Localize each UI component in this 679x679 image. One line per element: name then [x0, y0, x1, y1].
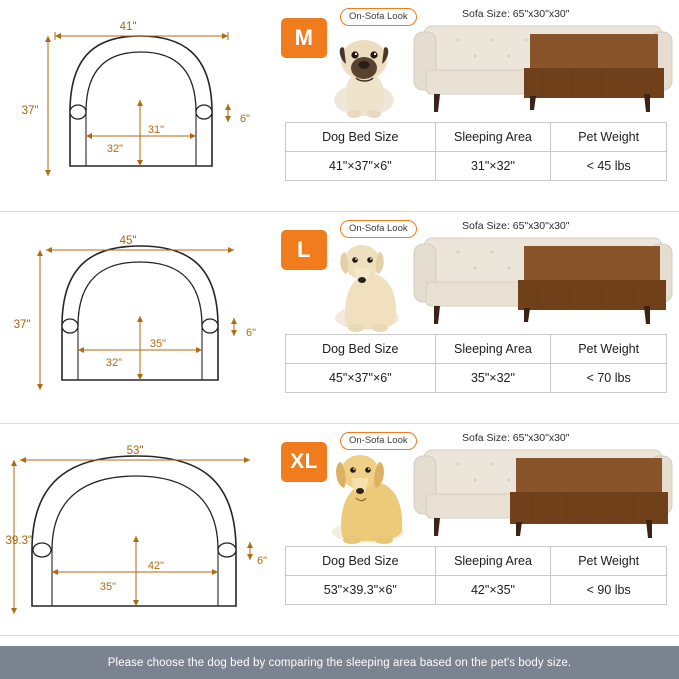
dim-top-width-m: 41" — [119, 21, 137, 33]
table-row — [286, 576, 667, 605]
bed-diagram-l — [0, 212, 272, 424]
table-header-row — [286, 335, 667, 364]
table-row — [286, 152, 667, 181]
size-row-xl — [0, 424, 679, 636]
dim-thickness-m: 6" — [239, 113, 251, 125]
value-bed-size: 41"×37"×6" — [286, 152, 436, 181]
dim-height-xl: 39.3" — [5, 535, 32, 547]
header-bed-size: Dog Bed Size — [286, 123, 436, 152]
dog-photo-golden-retriever — [312, 446, 422, 544]
dim-thickness-xl: 6" — [256, 555, 268, 567]
value-pet-weight: < 70 lbs — [551, 364, 667, 393]
row-right-l — [272, 212, 679, 424]
spec-table-xl — [285, 546, 667, 605]
table-row — [286, 364, 667, 393]
sofa-size-label-xl: Sofa Size: 65"x30"x30" — [462, 432, 570, 444]
dim-thickness-l: 6" — [245, 327, 257, 339]
size-row-m — [0, 0, 679, 212]
on-sofa-look-badge-l: On-Sofa Look — [340, 220, 417, 238]
value-sleeping-area: 35"×32" — [435, 364, 551, 393]
dim-top-width-l: 45" — [119, 235, 137, 247]
header-sleeping-area: Sleeping Area — [435, 335, 551, 364]
spec-table-m — [285, 122, 667, 181]
size-badge-m: M — [281, 18, 327, 58]
dim-inner-width-xl: 42" — [147, 560, 165, 572]
on-sofa-look-badge-m: On-Sofa Look — [340, 8, 417, 26]
header-sleeping-area: Sleeping Area — [435, 123, 551, 152]
header-pet-weight: Pet Weight — [551, 547, 667, 576]
dim-inner-depth-xl: 35" — [99, 581, 117, 593]
size-badge-l: L — [281, 230, 327, 270]
table-header-row — [286, 547, 667, 576]
on-sofa-look-badge-xl: On-Sofa Look — [340, 432, 417, 450]
dim-inner-width-l: 35" — [149, 338, 167, 350]
header-bed-size: Dog Bed Size — [286, 547, 436, 576]
value-pet-weight: < 45 lbs — [551, 152, 667, 181]
row-right-m — [272, 0, 679, 212]
value-pet-weight: < 90 lbs — [551, 576, 667, 605]
sofa-illustration-l — [412, 230, 674, 334]
value-bed-size: 53"×39.3"×6" — [286, 576, 436, 605]
dim-inner-depth-m: 32" — [106, 143, 124, 155]
value-bed-size: 45"×37"×6" — [286, 364, 436, 393]
header-bed-size: Dog Bed Size — [286, 335, 436, 364]
header-pet-weight: Pet Weight — [551, 335, 667, 364]
value-sleeping-area: 42"×35" — [435, 576, 551, 605]
footer-note: Please choose the dog bed by comparing the sleeping area based on the pet's body size. — [0, 646, 679, 679]
spec-table-l — [285, 334, 667, 393]
row-right-xl — [272, 424, 679, 636]
bed-diagram-xl — [0, 424, 272, 636]
table-header-row — [286, 123, 667, 152]
value-sleeping-area: 31"×32" — [435, 152, 551, 181]
dim-inner-depth-l: 32" — [105, 357, 123, 369]
size-badge-xl: XL — [281, 442, 327, 482]
sofa-illustration-m — [412, 18, 674, 122]
bed-diagram-m — [0, 0, 272, 212]
header-sleeping-area: Sleeping Area — [435, 547, 551, 576]
header-pet-weight: Pet Weight — [551, 123, 667, 152]
dog-photo-labrador — [312, 234, 422, 332]
sofa-illustration-xl — [412, 442, 674, 546]
dim-top-width-xl: 53" — [126, 445, 144, 457]
dim-height-l: 37" — [13, 319, 31, 331]
sofa-size-label-l: Sofa Size: 65"x30"x30" — [462, 220, 570, 232]
sofa-size-label-m: Sofa Size: 65"x30"x30" — [462, 8, 570, 20]
dim-inner-width-m: 31" — [147, 124, 165, 136]
dog-photo-pug — [312, 22, 422, 120]
dim-height-m: 37" — [21, 105, 39, 117]
size-row-l — [0, 212, 679, 424]
